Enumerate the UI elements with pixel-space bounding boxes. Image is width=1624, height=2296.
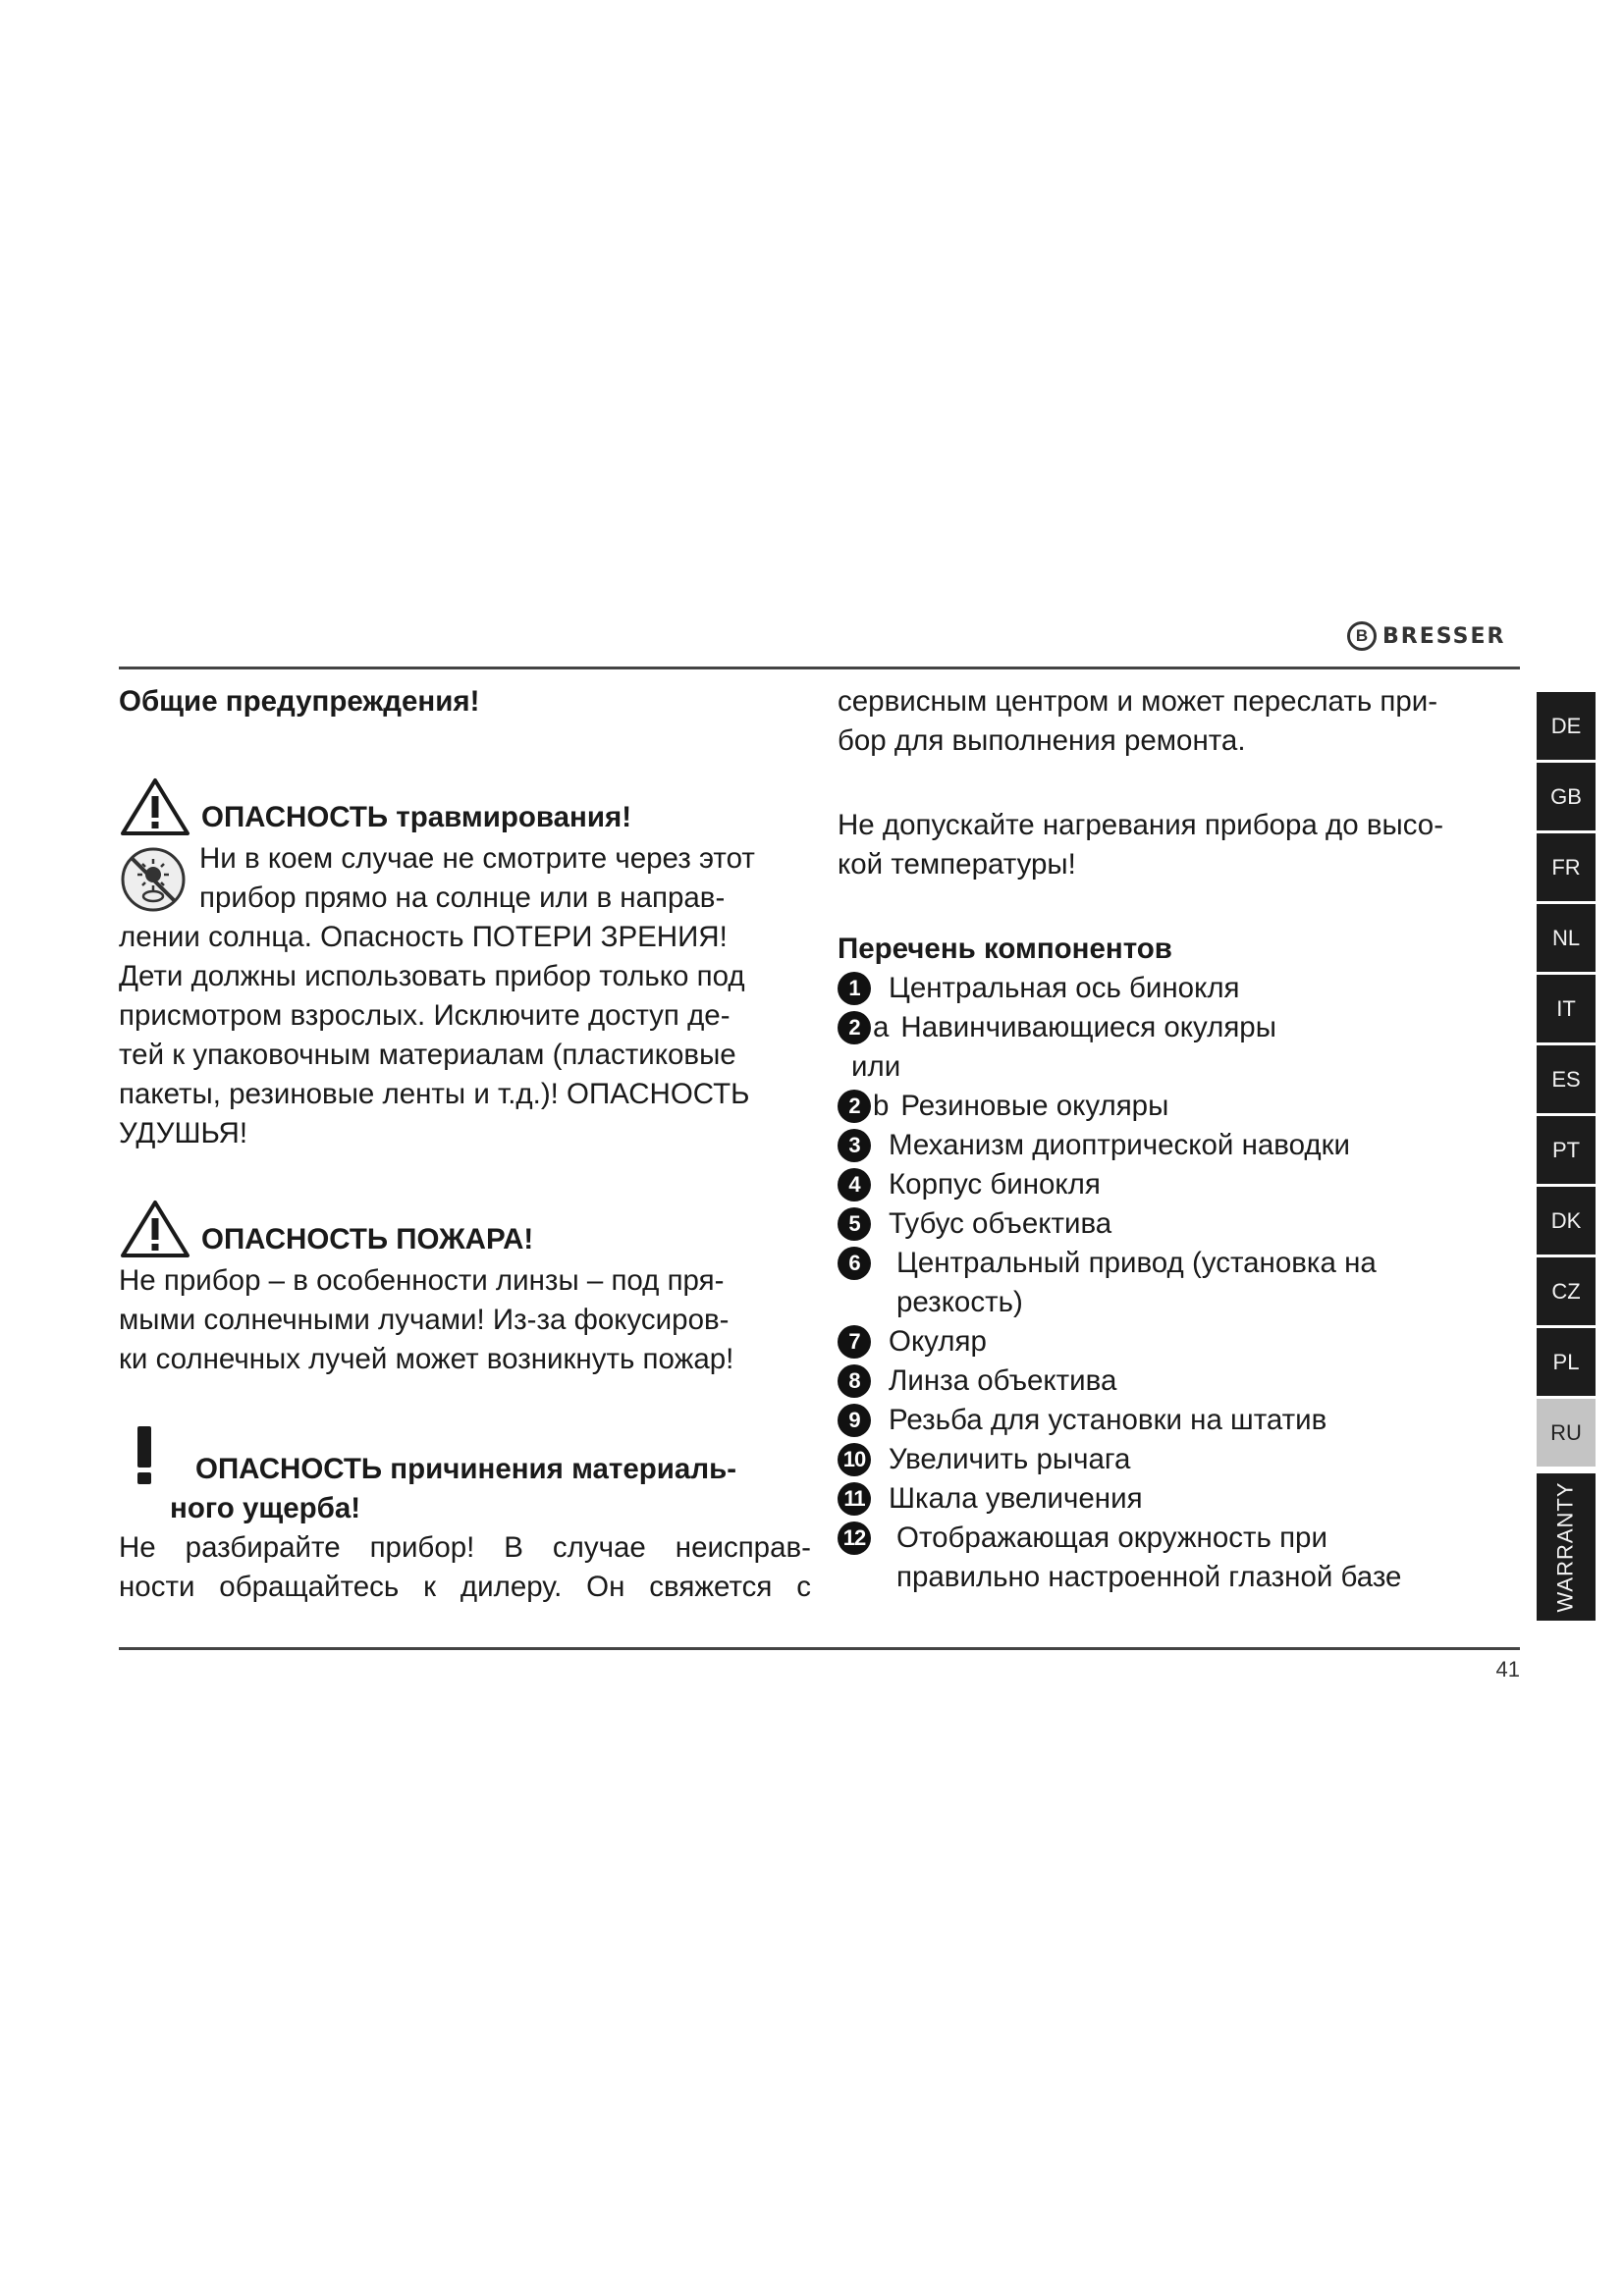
- number-badge-icon: 10: [838, 1443, 871, 1476]
- bresser-logo-icon: [1347, 621, 1377, 651]
- component-label: Увеличить рычага: [889, 1443, 1131, 1475]
- component-item: [838, 1244, 1505, 1322]
- warning-triangle-icon: [119, 776, 191, 837]
- component-label: Окуляр: [889, 1325, 987, 1358]
- footer-rule: [119, 1647, 1520, 1650]
- component-suffix: b: [873, 1090, 890, 1122]
- component-label: Навинчивающиеся окуляры: [900, 1011, 1276, 1043]
- tab-lang-nl[interactable]: NL: [1537, 904, 1596, 972]
- number-badge-icon: 2: [838, 1011, 871, 1044]
- exclamation-icon: [119, 1424, 170, 1484]
- brand-name: BRESSER: [1382, 623, 1506, 649]
- warning-triangle-icon: [119, 1199, 191, 1259]
- heat-line-2: кой температуры!: [838, 848, 1076, 881]
- fire-line-3: ки солнечных лучей может возникнуть пожар!: [119, 1343, 734, 1375]
- left-column: [119, 682, 811, 1607]
- fire-warning-title: ОПАСНОСТЬ ПОЖАРА!: [201, 1223, 534, 1255]
- component-item: [838, 1165, 1505, 1204]
- component-or-text: или: [851, 1050, 901, 1083]
- injury-line-1: Ни в коем случае не смотрите через этот: [199, 842, 755, 875]
- number-badge-icon: 4: [838, 1168, 871, 1201]
- component-label: Механизм диоптрической наводки: [889, 1129, 1350, 1161]
- number-badge-icon: 2: [838, 1090, 871, 1123]
- continued-line-1: сервисным центром и может переслать при-: [838, 685, 1438, 718]
- component-item: [838, 1479, 1505, 1519]
- tab-warranty[interactable]: [1537, 1473, 1596, 1621]
- component-item: [838, 1204, 1505, 1244]
- component-item: [838, 1519, 1505, 1597]
- number-badge-icon: 11: [838, 1482, 871, 1516]
- damage-warning-title: [170, 1424, 737, 1528]
- language-tabs: [1537, 692, 1596, 1469]
- component-label: Корпус бинокля: [889, 1168, 1101, 1201]
- logo-letter: B: [1355, 626, 1369, 645]
- warranty-label: WARRANTY: [1553, 1481, 1579, 1613]
- damage-title-line-2: ного ущерба!: [170, 1492, 361, 1524]
- number-badge-icon: 3: [838, 1129, 871, 1162]
- number-badge-icon: 1: [838, 972, 871, 1005]
- component-suffix: a: [873, 1011, 890, 1043]
- tab-lang-ru[interactable]: RU: [1537, 1399, 1596, 1467]
- component-item: [838, 1440, 1505, 1479]
- continued-line-2: бор для выполнения ремонта.: [838, 724, 1246, 757]
- component-item: [838, 1087, 1505, 1126]
- tab-lang-cz[interactable]: CZ: [1537, 1257, 1596, 1325]
- page-number: 41: [1495, 1657, 1520, 1682]
- injury-line-6: тей к упаковочным материалам (пластиковые: [119, 1039, 736, 1071]
- component-label-line-2: резкость): [896, 1286, 1023, 1318]
- component-item: [838, 969, 1505, 1008]
- tab-lang-dk[interactable]: DK: [1537, 1187, 1596, 1255]
- fire-line-2: мыми солнечными лучами! Из-за фокусиров-: [119, 1304, 730, 1336]
- components-list: [838, 969, 1505, 1597]
- right-column: [838, 682, 1505, 1597]
- component-label: Линза объектива: [889, 1364, 1117, 1397]
- fire-warning-header: [119, 1199, 811, 1259]
- tab-lang-fr[interactable]: FR: [1537, 833, 1596, 901]
- number-badge-icon: 12: [838, 1522, 871, 1555]
- component-label: [889, 1244, 1505, 1322]
- number-badge-icon: 5: [838, 1207, 871, 1241]
- injury-line-2: прибор прямо на солнце или в направ-: [199, 881, 726, 914]
- component-label: Тубус объектива: [889, 1207, 1112, 1240]
- heat-line-1: Не допускайте нагревания прибора до высо-: [838, 809, 1444, 841]
- brand-logo: [1347, 620, 1520, 652]
- header-rule: [119, 667, 1520, 669]
- number-badge-icon: 7: [838, 1325, 871, 1359]
- tab-lang-es[interactable]: ES: [1537, 1045, 1596, 1113]
- injury-line-4: Дети должны использовать прибор только под: [119, 960, 745, 992]
- injury-warning-header: [119, 776, 811, 837]
- damage-warning-header: [119, 1424, 811, 1528]
- injury-line-8: УДУШЬЯ!: [119, 1117, 248, 1149]
- injury-line-7: пакеты, резиновые ленты и т.д.)! ОПАСНОСТЬ: [119, 1078, 750, 1110]
- component-label: Центральная ось бинокля: [889, 972, 1240, 1004]
- component-or: [838, 1047, 1505, 1087]
- injury-line-5: присмотром взрослых. Исключите доступ де-: [119, 999, 731, 1032]
- component-label-line-2: правильно настроенной глазной базе: [896, 1561, 1402, 1593]
- injury-line-3: лении солнца. Опасность ПОТЕРИ ЗРЕНИЯ!: [119, 921, 728, 953]
- tab-lang-gb[interactable]: GB: [1537, 763, 1596, 830]
- component-label: Резьба для установки на штатив: [889, 1404, 1327, 1436]
- damage-title-line-1: ОПАСНОСТЬ причинения материаль-: [195, 1453, 737, 1485]
- injury-warning-text: [119, 839, 811, 1153]
- component-label: [889, 1519, 1505, 1597]
- tab-lang-pt[interactable]: PT: [1537, 1116, 1596, 1184]
- component-label: Шкала увеличения: [889, 1482, 1143, 1515]
- fire-line-1: Не прибор – в особенности линзы – под пря-: [119, 1264, 725, 1297]
- component-item: [838, 1008, 1505, 1047]
- general-warnings-heading: Общие предупреждения!: [119, 685, 480, 718]
- number-badge-icon: 9: [838, 1404, 871, 1437]
- component-item: [838, 1322, 1505, 1362]
- component-item: [838, 1362, 1505, 1401]
- component-item: [838, 1401, 1505, 1440]
- tab-lang-de[interactable]: DE: [1537, 692, 1596, 760]
- injury-warning-title: ОПАСНОСТЬ травмирования!: [201, 801, 632, 833]
- component-label: Резиновые окуляры: [900, 1090, 1169, 1122]
- tab-lang-it[interactable]: IT: [1537, 975, 1596, 1042]
- number-badge-icon: 6: [838, 1247, 871, 1280]
- components-heading: Перечень компонентов: [838, 933, 1172, 965]
- damage-line-1: Не разбирайте прибор! В случае неисправ-: [119, 1531, 811, 1564]
- component-label-line-1: Отображающая окружность при: [896, 1522, 1327, 1554]
- damage-line-2: ности обращайтесь к дилеру. Он свяжется с: [119, 1571, 811, 1603]
- component-item: [838, 1126, 1505, 1165]
- no-sun-viewing-icon: [119, 845, 188, 914]
- component-label-line-1: Центральный привод (установка на: [896, 1247, 1377, 1279]
- number-badge-icon: 8: [838, 1364, 871, 1398]
- tab-lang-pl[interactable]: PL: [1537, 1328, 1596, 1396]
